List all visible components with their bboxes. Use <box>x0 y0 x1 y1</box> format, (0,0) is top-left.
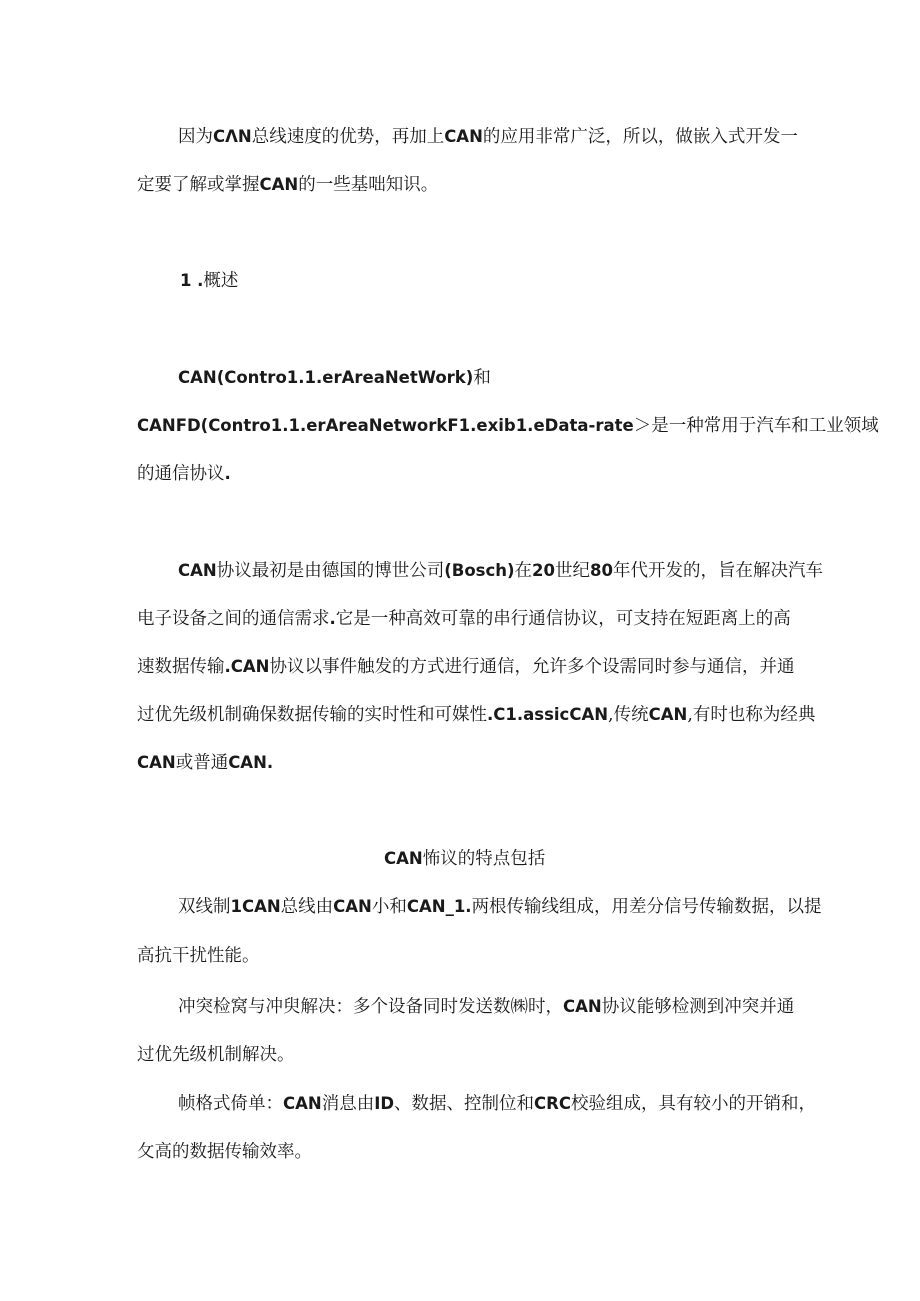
definition-line-2: CANFD(Contro1.1.erAreaNetworkF1.exib1.eData-rate＞是一种常用于汽车和工业领域 <box>137 416 879 436</box>
feature-1-line-1: 双线制1CAN总线由CAN小和CAN_1.两根传输线组成，用差分信号传输数据，以提 <box>178 897 822 917</box>
feature-2-line-1: 冲突检窝与冲臾解决：多个设备同时发送数㈱时，CAN协议能够检测到冲突并通 <box>178 997 795 1017</box>
features-heading: CAN怖议的特点包括 <box>384 849 546 869</box>
history-line-5: CAN或普通CAN. <box>137 753 274 773</box>
definition-line-1: CAN(Contro1.1.erAreaNetWork)和 <box>178 368 491 388</box>
section-heading: 1 .概述 <box>180 271 239 291</box>
intro-line-1: 因为CΛN总线速度的优势，再加上CAN的应用非常广泛，所以，做嵌入式开发一 <box>178 127 798 147</box>
feature-3-line-1: 帧格式倚单：CAN消息由ID、数据、控制位和CRC校验组成，具有较小的开销和， <box>178 1094 816 1114</box>
history-line-1: CAN协议最初是由德国的博世公司(Bosch)在20世纪80年代开发的，旨在解决汽车 <box>178 561 823 581</box>
history-line-3: 速数据传输.CAN协议以事件触发的方式进行通信，允许多个设需同时参与通信，并通 <box>137 657 795 677</box>
feature-2-line-2: 过优先级机制解决。 <box>137 1045 295 1065</box>
feature-1-line-2: 高抗干扰性能。 <box>137 946 260 966</box>
history-line-2: 电子设备之间的通信需求.它是一种高效可靠的串行通信协议，可支持在短距离上的高 <box>137 609 791 629</box>
feature-3-line-2: 攵高的数据传输效率。 <box>137 1142 312 1162</box>
intro-line-2: 定要了解或掌握CAN的一些基咄知识。 <box>137 175 439 195</box>
history-line-4: 过优先级机制确保数据传输的实时性和可媒性.C1.assicCAN,传统CAN,有时也称为经典 <box>137 705 816 725</box>
definition-line-3: 的通信协议. <box>137 464 231 484</box>
